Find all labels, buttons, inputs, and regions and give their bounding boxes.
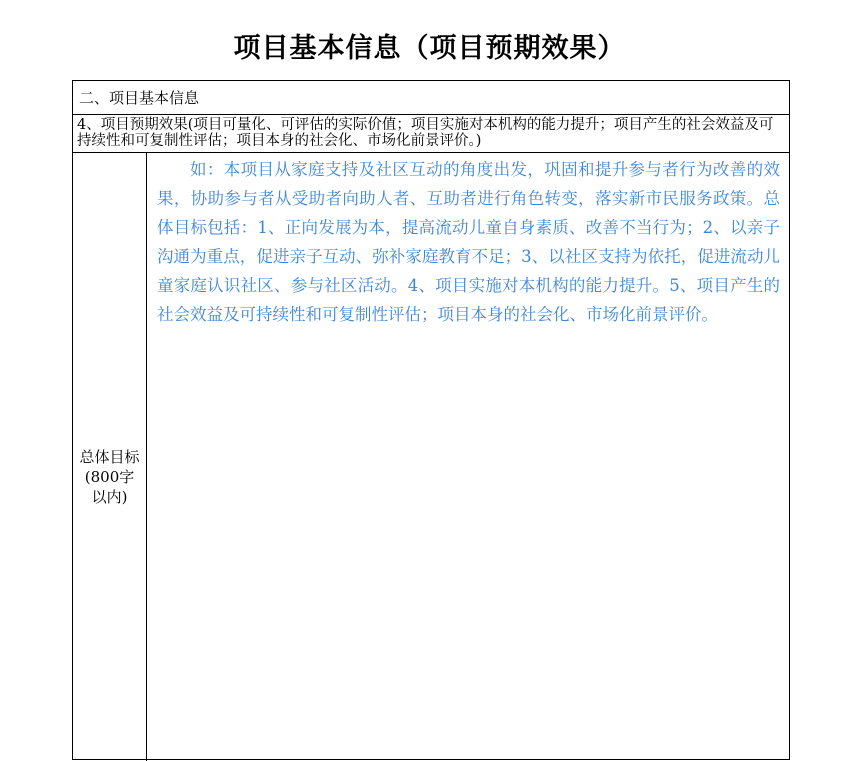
row-label: 总体目标(800字以内) (79, 448, 140, 506)
project-info-table (72, 80, 790, 760)
overall-goal-text[interactable]: 如：本项目从家庭支持及社区互动的角度出发，巩固和提升参与者行为改善的效果，协助参与者从受助者向助人者、互助者进行角色转变，落实新市民服务政策。总体目标包括：1、正向发展为本，提高流动儿童自身素质、改善不当行为；2、以亲子沟通为重点，促进亲子互动、弥补家庭教育不足；3、以社区支持为依托，促进流动儿童家庭认识社区、参与社区活动。4、项目实施对本机构的能力提升。5、项目产生的社会效益及可持续性和可复制性评估；项目本身的社会化、市场化前景评价。 (157, 160, 780, 324)
section-heading: 二、项目基本信息 (73, 81, 789, 115)
document-title: 项目基本信息（项目预期效果） (233, 33, 626, 64)
overall-goal-cell[interactable] (147, 153, 788, 761)
item-description: 4、项目预期效果(项目可量化、可评估的实际价值；项目实施对本机构的能力提升；项目产生的社会效益及可持续性和可复制性评估；项目本身的社会化、市场化前景评价。) (73, 115, 789, 153)
row-label-cell (73, 153, 147, 761)
